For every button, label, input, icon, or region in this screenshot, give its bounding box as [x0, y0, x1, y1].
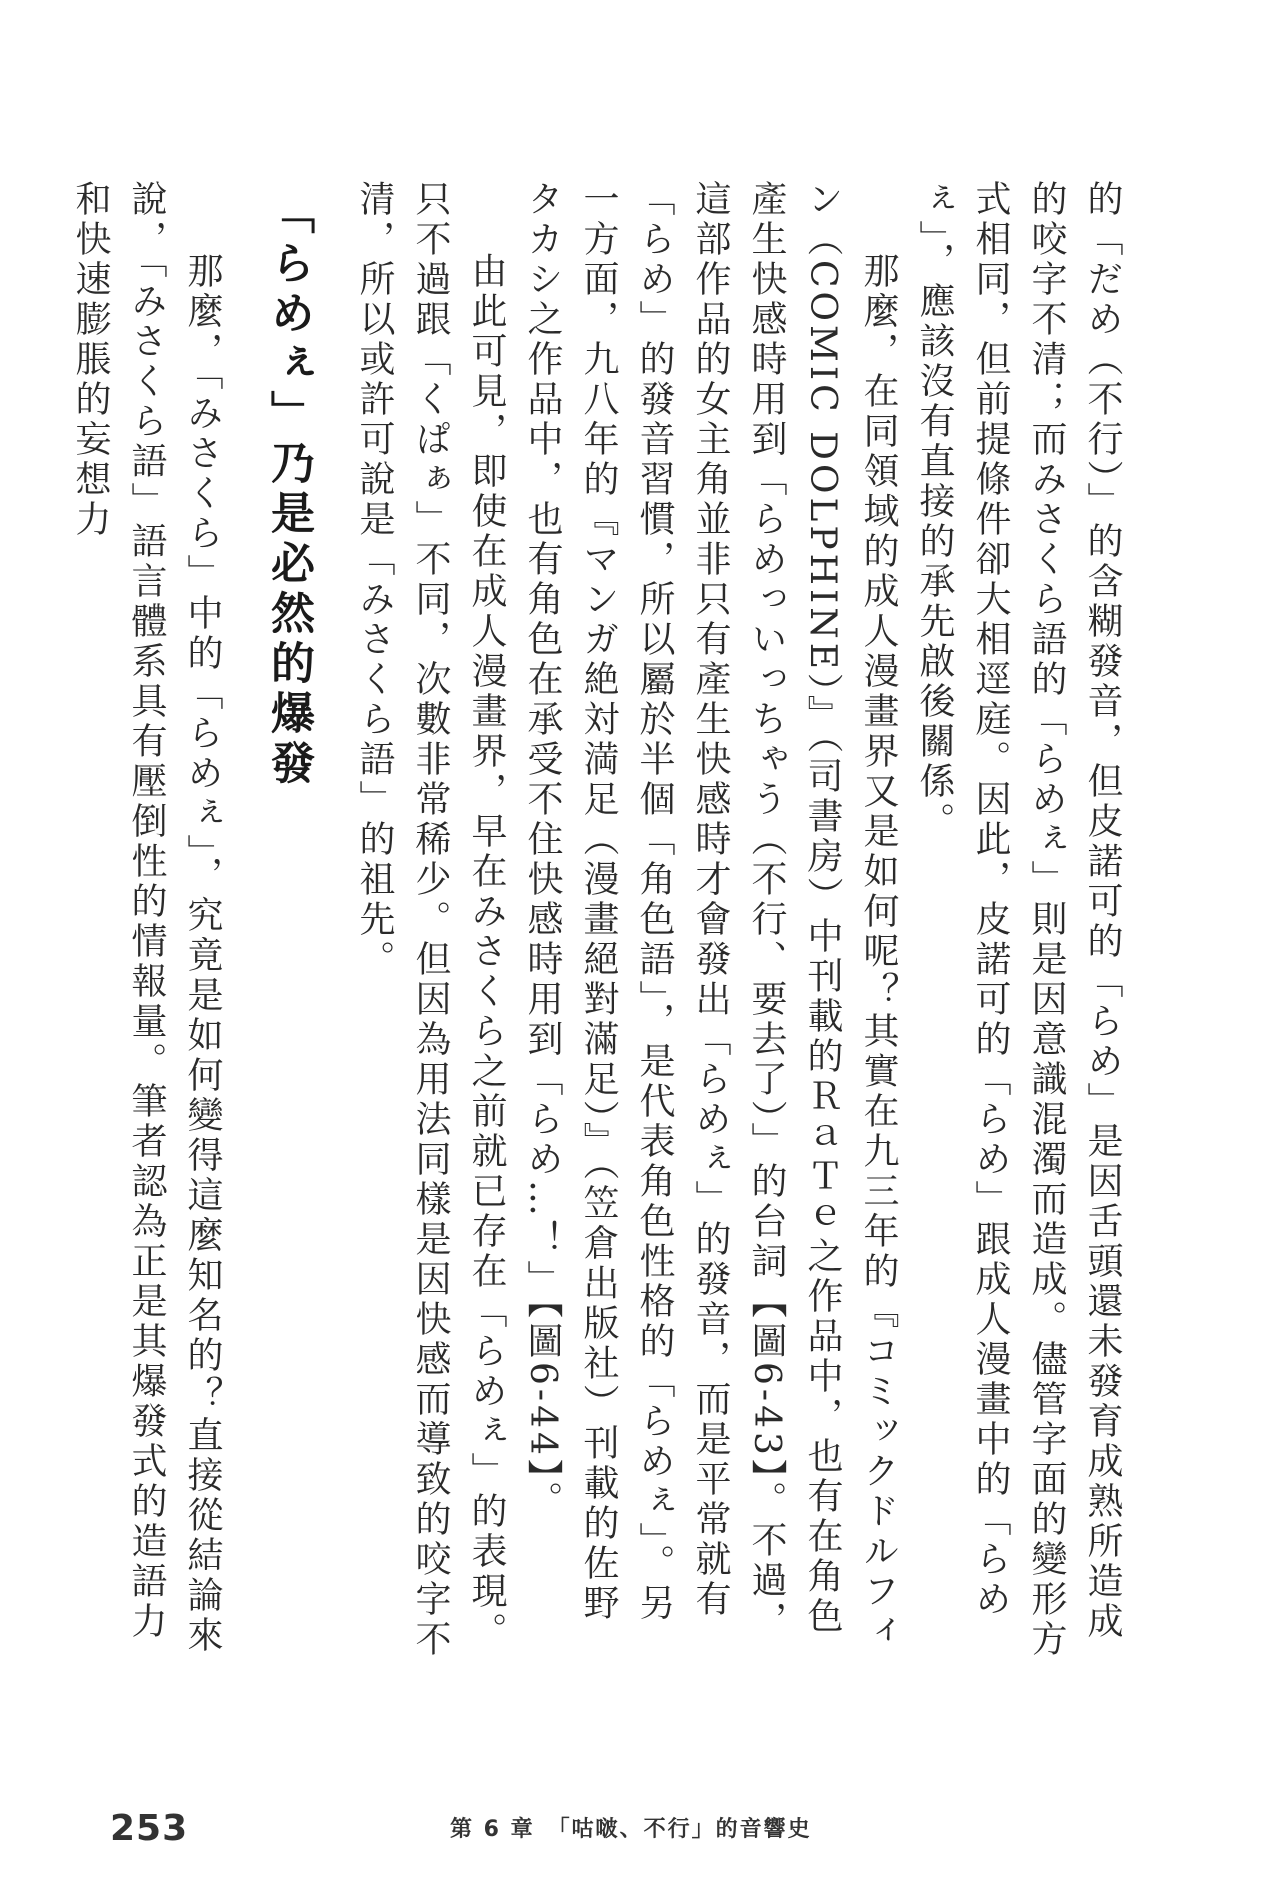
main-text	[70, 180, 1130, 1660]
paragraph-4: 那麼，「みさくら」中的「らめぇ」，究竟是如何變得這麼知名的？直接從結論來說，「みさくら語」語言體系具有壓倒性的情報量。筆者認為正是其爆發式的造語力和快速膨脹的妄想力	[70, 180, 223, 1656]
paragraph-2: 那麼，在同領域的成人漫畫界又是如何呢？其實在九三年的『コミックドルフィン（COMIC DOLPHINE）』（司書房）中刊載的ＲａＴｅ之作品中，也有在角色產生快感時用到「らめっいっちゃう（不行、要去了）」的台詞【圖6-43】。不過，這部作品的女主角並非只有產生快感時才會發出「らめぇ」的發音，而是平常就有「らめ」的發音習慣，所以屬於半個「角色語」，是代表角色性格的「らめぇ」。另一方面，九八年的『マンガ絶対満足（漫畫絕對滿足）』（笠倉出版社）刊載的佐野タカシ之作品中，也有角色在承受不住快感時用到「らめ…！」【圖6-44】。	[522, 180, 899, 1652]
running-footer: 第 6 章 「咕啵、不行」的音響史	[450, 1817, 812, 1842]
paragraph-3: 由此可見，即使在成人漫畫界，早在みさくら之前就已存在「らめぇ」的表現。只不過跟「くぱぁ」不同，次數非常稀少。但因為用法同樣是因快感而導致的咬字不清，所以或許可說是「みさくら語」的祖先。	[354, 180, 507, 1660]
section-heading: 「らめぇ」乃是必然的爆發	[263, 190, 314, 790]
paragraph-1: 的「だめ（不行）」的含糊發音，但皮諾可的「らめ」是因舌頭還未發育成熟所造成的咬字不清；而みさくら語的「らめぇ」則是因意識混濁而造成。儘管字面的變形方式相同，但前提條件卻大相逕庭。因此，皮諾可的「らめ」跟成人漫畫中的「らめぇ」，應該沒有直接的承先啟後關係。	[914, 180, 1123, 1660]
page-number: 253	[110, 1808, 189, 1849]
